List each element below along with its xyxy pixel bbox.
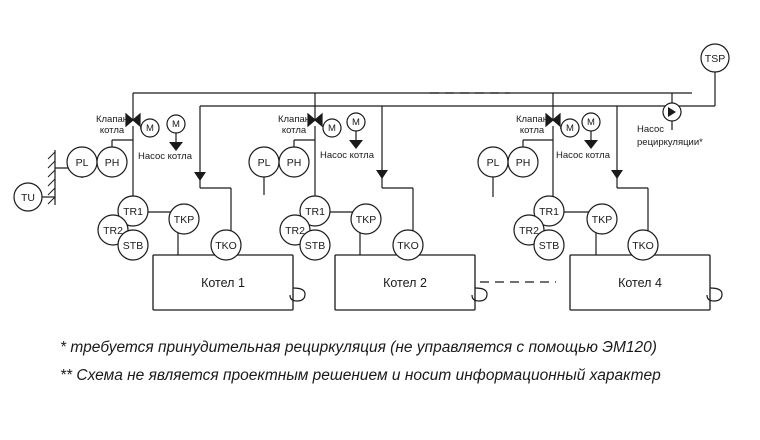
boiler-2-sensor-tr2-label: TR2: [285, 225, 305, 237]
boiler-1-sensor-tkp-label: TKP: [173, 214, 195, 226]
boiler-4-sensor-pl-label: PL: [486, 157, 500, 169]
boiler-4-pump: [582, 113, 600, 149]
recirculation-label-1: Насос: [637, 124, 665, 135]
boiler-4-motor-pump-label: M: [587, 117, 595, 128]
boiler-4-sensor-tko-label: TKO: [632, 240, 654, 252]
boiler-1-sensor-tr1-label: TR1: [123, 206, 143, 218]
boiler-1-name: Котел 1: [201, 276, 245, 290]
supply-header-lines: [133, 93, 715, 106]
boiler-group-4: [478, 93, 722, 310]
footnotes: [60, 334, 750, 390]
boiler-1-sensor-tr2-label: TR2: [103, 225, 123, 237]
boiler-4-valve-motor: [560, 119, 579, 137]
boiler-1-pump: [167, 115, 185, 151]
boiler-2-sensor-ph-label: PH: [286, 157, 302, 169]
boiler-4-sensor-tr2-label: TR2: [519, 225, 539, 237]
boiler-1-valve-label-2: котла: [99, 125, 125, 136]
boiler-2-pump-label: Насос котла: [320, 150, 374, 161]
boiler-2-motor-pump-label: M: [352, 117, 360, 128]
boiler-4-name: Котел 4: [618, 276, 662, 290]
footnote-2: ** Схема не является проектным решением и носит информационный характер: [60, 367, 661, 384]
boiler-2-motor-valve-label: M: [328, 123, 336, 134]
boiler-2-sensor-tr1-label: TR1: [305, 206, 325, 218]
boiler-2-name: Котел 2: [383, 276, 427, 290]
boiler-2-sensor-tko-label: TKO: [397, 240, 419, 252]
boiler-4-valve-label-1: Клапан: [515, 114, 549, 125]
boiler-4-sensor-ph-label: PH: [515, 157, 531, 169]
sensor-tu-label: TU: [21, 192, 35, 204]
boiler-4-motor-valve-label: M: [566, 123, 574, 134]
boiler-2-pump: [347, 113, 365, 149]
boiler-4-sensor-stb-label: STB: [538, 240, 560, 252]
boiler-1-pump-label: Насос котла: [138, 151, 192, 162]
boiler-2-sensor-stb-label: STB: [304, 240, 326, 252]
boiler-1-valve-label-1: Клапан: [95, 114, 129, 125]
recirculation-pump-group: [663, 93, 681, 130]
sensor-tsp: [701, 44, 729, 106]
recirculation-label-2: рециркуляции*: [637, 137, 703, 148]
boiler-1-sensor-tko-label: TKO: [215, 240, 237, 252]
boiler-1-valve-motor: [140, 119, 159, 137]
boiler-2-sensor-tkp-label: TKP: [355, 214, 377, 226]
boiler-group-1: [67, 93, 305, 310]
boiler-4-pump-label: Насос котла: [556, 150, 610, 161]
boiler-4-sensor-tkp-label: TKP: [591, 214, 613, 226]
sensor-tsp-label: TSP: [704, 53, 726, 65]
boiler-1-motor-pump-label: M: [172, 119, 180, 130]
boiler-1-sensor-ph-label: PH: [104, 157, 120, 169]
boiler-1-sensor-stb-label: STB: [122, 240, 144, 252]
footnote-1: * требуется принудительная рециркуляция (не управляется с помощью ЭМ120): [60, 339, 657, 356]
boiler-2-valve-motor: [323, 119, 341, 137]
boiler-1-sensor-pl-label: PL: [75, 157, 89, 169]
boiler-4-valve-label-2: котла: [519, 125, 545, 136]
boiler-2-sensor-pl-label: PL: [257, 157, 271, 169]
boiler-2-valve-label-1: Клапан: [277, 114, 311, 125]
boiler-1-motor-valve-label: M: [146, 123, 154, 134]
boiler-2-valve-label-2: котла: [281, 125, 307, 136]
boiler-4-sensor-tr1-label: TR1: [539, 206, 559, 218]
